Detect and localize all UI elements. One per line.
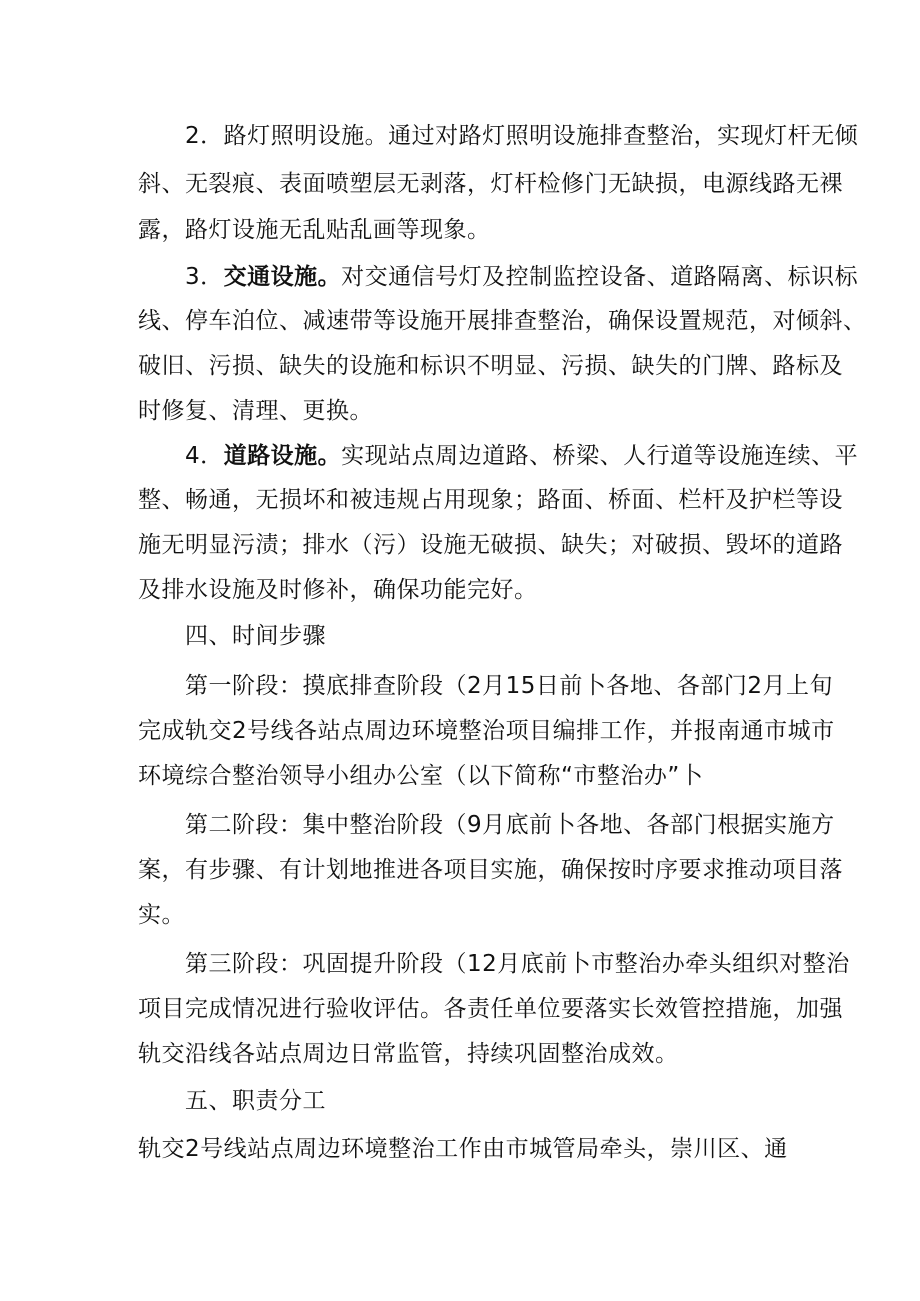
paragraph-stage2-line-1: 第二阶段：集中整治阶段（9月底前卜各地、各部门根据实施方 (185, 812, 835, 838)
paragraph-stage3-line-2: 项目完成情况进行验收评估。各责任单位要落实长效管控措施，加强 (138, 996, 843, 1022)
section-heading-duties: 五、职责分工 (185, 1088, 326, 1114)
item-number: 2． (185, 123, 224, 149)
paragraph-road-line-3: 施无明显污渍；排水（污）设施无破损、缺失；对破损、毁坏的道路 (138, 532, 843, 558)
paragraph-traffic-line-4: 时修复、清理、更换。 (138, 398, 373, 424)
paragraph-road-line-1 (0, 432, 920, 480)
paragraph-road-line-4: 及排水设施及时修补，确保功能完好。 (138, 577, 538, 603)
paragraph-traffic-line-2: 线、停车泊位、减速带等设施开展排查整治，确保设置规范，对倾斜、 (138, 308, 867, 334)
paragraph-stage3-line-1: 第三阶段：巩固提升阶段（12月底前卜市整治办牵头组织对整治 (185, 951, 850, 977)
item-number: 3． (185, 264, 224, 290)
paragraph-text: 通过对路灯照明设施排查整治，实现灯杆无倾 (388, 123, 859, 149)
paragraph-traffic-line-1 (0, 253, 920, 301)
paragraph-stage1-line-1: 第一阶段：摸底排查阶段（2月15日前卜各地、各部门2月上旬 (185, 673, 834, 699)
paragraph-duties-line-1: 轨交2号线站点周边环境整治工作由市城管局牵头，崇川区、通 (138, 1136, 788, 1162)
item-title: 交通设施。 (223, 264, 342, 290)
paragraph-text: 对交通信号灯及控制监控设备、道路隔离、标识标 (341, 264, 859, 290)
section-heading-schedule: 四、时间步骤 (185, 623, 326, 649)
paragraph-text: 实现站点周边道路、桥梁、人行道等设施连续、平 (341, 443, 859, 469)
paragraph-stage2-line-2: 案，有步骤、有计划地推进各项目实施，确保按时序要求推动项目落 (138, 857, 843, 883)
paragraph-stage1-line-3: 环境综合整治领导小组办公室（以下简称“市整治办”卜 (138, 763, 704, 789)
item-title: 路灯照明设施。 (223, 123, 389, 149)
paragraph-streetlight-line-1 (0, 112, 920, 160)
paragraph-streetlight-line-3: 露，路灯设施无乱贴乱画等现象。 (138, 217, 491, 243)
paragraph-stage3-line-3: 轨交沿线各站点周边日常监管，持续巩固整治成效。 (138, 1041, 679, 1067)
paragraph-road-line-2: 整、畅通，无损坏和被违规占用现象；路面、桥面、栏杆及护栏等设 (138, 487, 843, 513)
item-number: 4． (185, 443, 224, 469)
item-title: 道路设施。 (223, 443, 342, 469)
paragraph-stage2-line-3: 实。 (138, 902, 185, 928)
paragraph-traffic-line-3: 破旧、污损、缺失的设施和标识不明显、污损、缺失的门牌、路标及 (138, 353, 843, 379)
paragraph-streetlight-line-2: 斜、无裂痕、表面喷塑层无剥落，灯杆检修门无缺损，电源线路无裸 (138, 171, 843, 197)
paragraph-stage1-line-2: 完成轨交2号线各站点周边环境整治项目编排工作，并报南通市城市 (138, 718, 835, 744)
